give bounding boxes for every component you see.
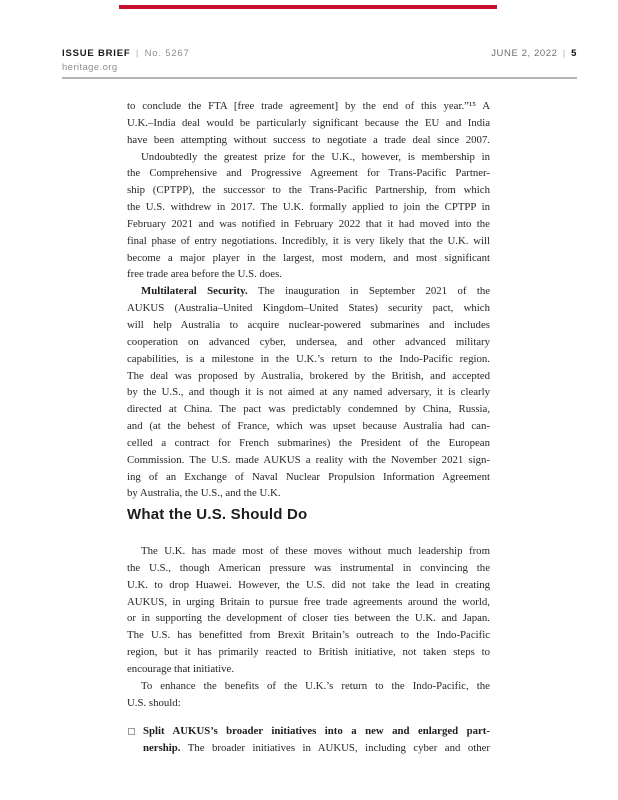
bullet-text (143, 723, 490, 757)
header-right (491, 48, 577, 59)
text-line: To enhance the benefits of the U.K.’s return to the Indo-Pacific, the (141, 679, 490, 692)
top-accent-rule (119, 5, 497, 9)
text-line: final phase of entry negotiations. Incredibly, it is very likely that the U.K. will (127, 234, 491, 247)
page-header (62, 48, 577, 73)
text-line: AUKUS, in urging Britain to pursue free trade agreements around the world, (127, 595, 490, 608)
text-line: cooperation on advanced cyber, undersea, and other advanced military (127, 335, 491, 348)
page-number: 5 (571, 48, 577, 59)
header-separator: | (562, 48, 566, 59)
publication-type: ISSUE BRIEF (62, 48, 131, 59)
text-line: the Comprehensive and Progressive Agreement for Trans-Pacific Partner- (127, 167, 490, 180)
text-line: AUKUS (Australia–United Kingdom–United States) security pact, which (127, 302, 490, 315)
text-line: Undoubtedly the greatest prize for the U.K., however, is membership in (141, 150, 490, 163)
text-line: and (at the behest of France, which was upset because Australia had can- (127, 420, 490, 433)
text-line: the U.S., though American pressure was instrumental in convincing the (127, 561, 490, 574)
body-text-block-top (127, 98, 490, 502)
text-line: celled a contract for French submarines) the President of the European (127, 436, 490, 449)
bullet-item (127, 723, 490, 757)
text-line: U.K. to drop Huawei. However, the U.S. did not take the lead in creating (127, 578, 491, 591)
text-line: The U.S. has benefitted from Brexit Britain’s outreach to the Indo-Pacific (127, 629, 491, 642)
header-separator: | (135, 48, 140, 59)
text-line: or in supporting the development of closer ties between the U.K. and Japan. (127, 612, 490, 625)
text-line: by the U.S., and though it is not aimed at any named adversary, it is clearly (127, 386, 491, 399)
text-line: will help Australia to acquire nuclear-powered submarines and includes (127, 318, 490, 331)
text-line: free trade area before the U.S. does. (127, 268, 282, 281)
issue-number: No. 5267 (144, 48, 190, 59)
header-divider-rule (62, 77, 577, 79)
text-line: U.S. should: (127, 696, 181, 709)
text-line: region, but it has primarily reacted to British initiative, not taken steps to (127, 646, 490, 659)
publication-date: JUNE 2, 2022 (491, 48, 558, 59)
text-line: encourage that initiative. (127, 662, 235, 675)
text-line: The deal was proposed by Australia, brokered by the British, and accepted (127, 369, 491, 382)
text-line: U.K.–India deal would be particularly significant because the EU and India (127, 116, 490, 129)
section-heading: What the U.S. Should Do (127, 506, 308, 523)
text-line: Split AUKUS’s broader initiatives into a new and enlarged part- (143, 725, 490, 737)
text-line: become a major player in the largest, most modern, and most significant (127, 251, 490, 264)
square-bullet-icon (128, 728, 135, 735)
text-line: ing of an Exchange of Naval Nuclear Propulsion Information Agreement (127, 470, 491, 483)
text-line: ship (CPTPP), the successor to the Trans-Pacific Partnership, from which (127, 184, 490, 197)
text-line: February 2021 and was notified in February 2022 that it had moved into the (127, 217, 490, 230)
text-line: the U.S. withdrew in 2017. The U.K. formally applied to join the CPTPP in (127, 201, 490, 214)
body-text-block-bottom (127, 543, 490, 711)
text-line: capabilities, is a milestone in the U.K.’s return to the Indo-Pacific region. (127, 352, 490, 365)
text-line: nership. The broader initiatives in AUKUS, including cyber and other (143, 741, 491, 754)
text-line: have been attempting without success to negotiate a trade deal since 2007. (127, 133, 491, 146)
text-line: Multilateral Security. The inauguration in September 2021 of the (141, 285, 491, 298)
text-line: to conclude the FTA [free trade agreement] by the end of this year.”¹⁵ A (127, 100, 491, 112)
text-line: by Australia, the U.S., and the U.K. (127, 487, 281, 500)
text-line: directed at China. The pact was predictably condemned by China, Russia, (127, 403, 491, 416)
text-line: Commission. The U.S. made AUKUS a reality with the November 2021 sign- (127, 453, 490, 466)
website-url: heritage.org (62, 62, 118, 73)
text-line: The U.K. has made most of these moves without much leadership from (141, 545, 490, 557)
